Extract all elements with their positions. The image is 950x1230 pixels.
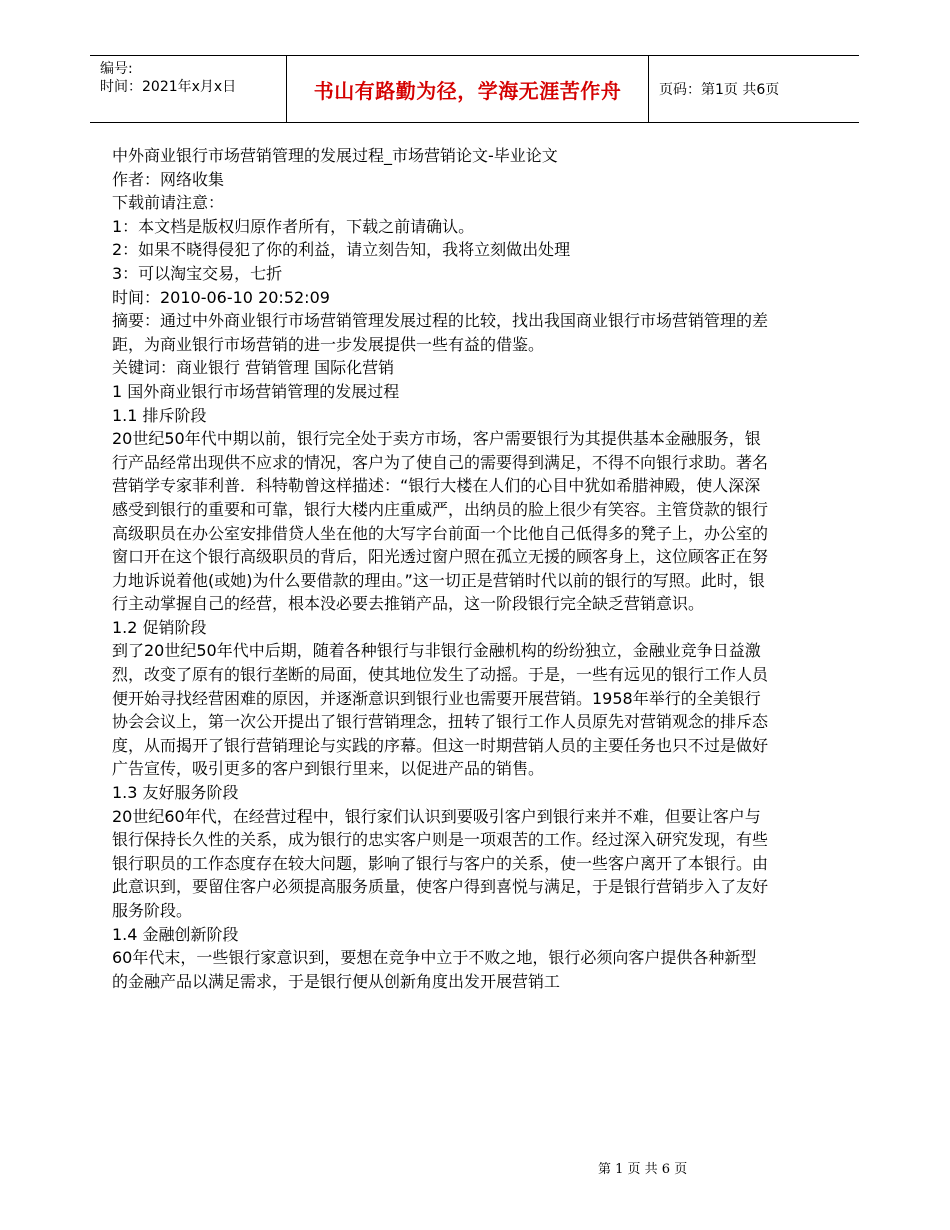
document-title: 中外商业银行市场营销管理的发展过程_市场营销论文-毕业论文 [112,146,558,165]
abstract-paragraph: 摘要：通过中外商业银行市场营销管理发展过程的比较，找出我国商业银行市场营销管理的差距，为商业银行市场营销的进一步发展提供一些有益的借鉴。 [112,311,769,354]
notice-item-3: 3：可以淘宝交易，七折 [112,263,283,283]
header-page-number: 页码：第1页 共6页 [659,82,780,98]
section-heading-1-4: 1.4 金融创新阶段 [112,924,239,944]
author-line: 作者：网络收集 [112,169,225,189]
document-time-label: 时间：2021年x月x日 [100,79,237,95]
paragraph-1-3: 20世纪60年代，在经营过程中，银行家们认识到要吸引客户到银行来并不难，但要让客户与银行保持长久性的关系，成为银行的忠实客户则是一项艰苦的工作。经过深入研究发现，有些银行职员的工作态度存在较大问题，影响了银行与客户的关系，使一些客户离开了本银行。由此意识到，要留住客户必须提高服务质量，使客户得到喜悦与满足，于是银行营销步入了友好服务阶段。 [112,806,769,920]
document-body [112,144,770,993]
header-meta [90,56,286,122]
paragraph-1-2: 到了20世纪50年代中后期，随着各种银行与非银行金融机构的纷纷独立，金融业竞争日益激烈，改变了原有的银行垄断的局面，使其地位发生了动摇。于是，一些有远见的银行工作人员便开始寻找经营困难的原因，并逐渐意识到银行业也需要开展营销。1958年举行的全美银行协会会议上，第一次公开提出了银行营销理念，扭转了银行工作人员原先对营销观念的排斥态度，从而揭开了银行营销理论与实践的序幕。但这一时期营销人员的主要任务也只不过是做好广告宣传，吸引更多的客户到银行里来，以促进产品的销售。 [112,641,769,779]
page-header [90,55,859,123]
section-heading-1: 1 国外商业银行市场营销管理的发展过程 [112,381,400,401]
header-motto: 书山有路勤为径，学海无涯苦作舟 [313,78,622,103]
section-heading-1-3: 1.3 友好服务阶段 [112,783,239,803]
document-number-label: 编号: [100,61,133,77]
paragraph-1-4: 60年代末，一些银行家意识到，要想在竞争中立于不败之地，银行必须向客户提供各种新型的金融产品以满足需求，于是银行便从创新角度出发开展营销工 [112,948,757,991]
page-footer [598,1158,687,1177]
section-heading-1-1: 1.1 排斥阶段 [112,405,207,425]
header-page-cell [649,56,859,122]
header-motto-cell [286,56,649,122]
section-heading-1-2: 1.2 促销阶段 [112,617,207,637]
publish-time: 时间：2010-06-10 20:52:09 [112,287,330,307]
footer-page-number: 第 1 页 共 6 页 [598,1162,688,1177]
notice-heading: 下载前请注意： [112,193,225,213]
paragraph-1-1: 20世纪50年代中期以前，银行完全处于卖方市场，客户需要银行为其提供基本金融服务，银行产品经常出现供不应求的情况，客户为了使自己的需要得到满足，不得不向银行求助。著名营销学专家菲利普．科特勒曾这样描述：“银行大楼在人们的心目中犹如希腊神殿，使人深深感受到银行的重要和可靠，银行大楼内庄重威严，出纳员的脸上很少有笑容。主管贷款的银行高级职员在办公室安排借贷人坐在他的大写字台前面一个比他自己低得多的凳子上，办公室的窗口开在这个银行高级职员的背后，阳光透过窗户照在孤立无援的顾客身上，这位顾客正在努力地诉说着他(或她)为什么要借款的理由。”这一切正是营销时代以前的银行的写照。此时，银行主动掌握自己的经营，根本没必要去推销产品，这一阶段银行完全缺乏营销意识。 [112,429,769,614]
notice-item-1: 1：本文档是版权归原作者所有，下载之前请确认。 [112,216,475,236]
notice-item-2: 2：如果不晓得侵犯了你的利益，请立刻告知，我将立刻做出处理 [112,240,571,260]
keywords-line: 关键词：商业银行 营销管理 国际化营销 [112,358,395,378]
